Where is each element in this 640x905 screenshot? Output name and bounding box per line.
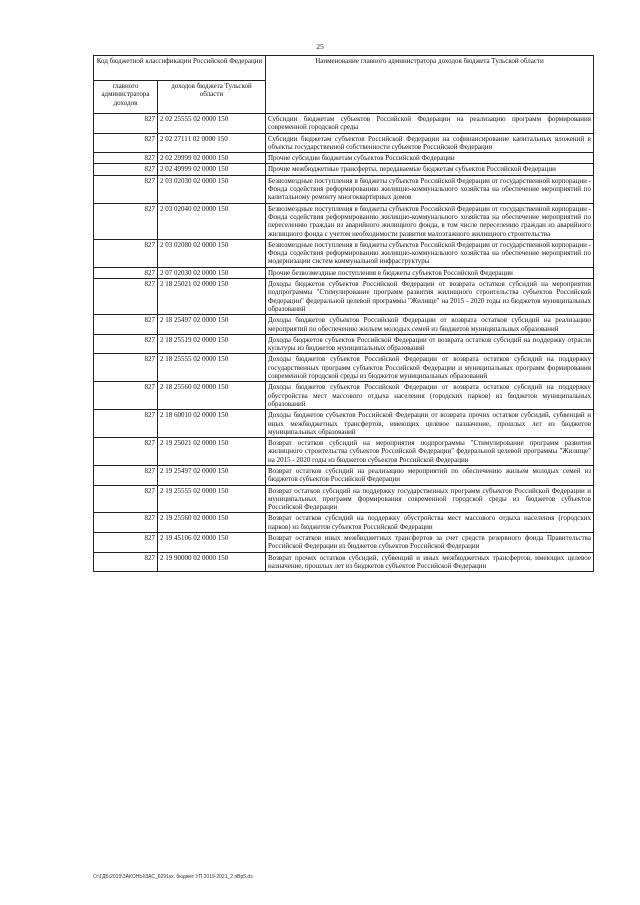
admin-code-cell: 827 [94, 438, 158, 466]
admin-code-cell: 827 [94, 133, 158, 153]
table-row [94, 164, 594, 175]
admin-code-cell: 827 [94, 382, 158, 410]
admin-code-cell: 827 [94, 175, 158, 203]
table-row [94, 465, 594, 485]
admin-code-cell: 827 [94, 164, 158, 175]
table-row [94, 239, 594, 267]
admin-code-cell: 827 [94, 552, 158, 572]
admin-code-cell: 827 [94, 267, 158, 278]
admin-code-cell: 827 [94, 279, 158, 315]
header-kbk-title: Код бюджетной классификации Российской Федерации [94, 56, 266, 81]
admin-code-cell: 827 [94, 315, 158, 335]
table-row [94, 334, 594, 354]
table-row [94, 552, 594, 572]
table-row [94, 203, 594, 239]
income-name-cell: Прочие безвозмездные поступления в бюджеты субъектов Российской Федерации [266, 267, 594, 278]
table-body [94, 114, 594, 572]
income-code-cell: 2 19 90000 02 0000 150 [158, 552, 266, 572]
table-row [94, 485, 594, 513]
income-code-cell: 2 03 02040 02 0000 150 [158, 203, 266, 239]
income-name-cell: Безвозмездные поступления в бюджеты субъектов Российской Федерации от государственной корпорации - Фонда содействия реформированию жилищно-коммунального хозяйства на обеспечение мероприятий по модернизации систем коммунальной инфраструктуры [266, 239, 594, 267]
income-code-cell: 2 07 02030 02 0000 150 [158, 267, 266, 278]
admin-code-cell: 827 [94, 334, 158, 354]
income-code-cell: 2 02 29999 02 0000 150 [158, 153, 266, 164]
income-code-cell: 2 18 25519 02 0000 150 [158, 334, 266, 354]
table-row [94, 114, 594, 134]
income-name-cell: Доходы бюджетов субъектов Российской Федерации от возврата остатков субсидий на реализацию мероприятий по обеспечению жильем молодых семей из бюджетов муниципальных образований [266, 315, 594, 335]
income-name-cell: Возврат остатков иных межбюджетных трансфертов за счет средств резервного фонда Правительства Российской Федерации из бюджетов субъектов Российской Федерации [266, 533, 594, 553]
header-income-column: доходов бюджета Тульской области [158, 81, 266, 114]
admin-code-cell: 827 [94, 513, 158, 533]
income-name-cell: Возврат остатков субсидий на поддержку государственных программ субъектов Российской Федерации и муниципальных программ формирования современной городской среды из бюджетов субъектов Российской Федерации [266, 485, 594, 513]
income-name-cell: Доходы бюджетов субъектов Российской Федерации от возврата прочих остатков субсидий, субвенций и иных межбюджетных трансфертов, имеющих целевое назначение, прошлых лет из бюджетов муниципальных образований [266, 410, 594, 438]
income-code-cell: 2 19 25021 02 0000 150 [158, 438, 266, 466]
table-row [94, 267, 594, 278]
admin-code-cell: 827 [94, 485, 158, 513]
admin-code-cell: 827 [94, 203, 158, 239]
income-code-cell: 2 18 25497 02 0000 150 [158, 315, 266, 335]
header-name-title: Наименование главного администратора доходов бюджета Тульской области [266, 56, 594, 114]
table-row [94, 533, 594, 553]
admin-code-cell: 827 [94, 114, 158, 134]
table-row [94, 279, 594, 315]
income-code-cell: 2 19 25555 02 0000 150 [158, 485, 266, 513]
income-name-cell: Субсидии бюджетам субъектов Российской Федерации на реализацию программ формирования современной городской среды [266, 114, 594, 134]
admin-code-cell: 827 [94, 410, 158, 438]
income-name-cell: Прочие субсидии бюджетам субъектов Российской Федерации [266, 153, 594, 164]
admin-code-cell: 827 [94, 354, 158, 382]
budget-classification-table [93, 55, 594, 572]
admin-code-cell: 827 [94, 533, 158, 553]
income-code-cell: 2 19 25560 02 0000 150 [158, 513, 266, 533]
income-code-cell: 2 02 49999 02 0000 150 [158, 164, 266, 175]
table-row [94, 354, 594, 382]
income-name-cell: Доходы бюджетов субъектов Российской Федерации от возврата остатков субсидий на мероприятия подпрограммы "Стимулирование программ развития жилищного строительства субъектов Российской Федерации" федеральной целевой программы "Жилище" на 2015 - 2020 годы из бюджетов муниципальных образований [266, 279, 594, 315]
income-name-cell: Возврат прочих остатков субсидий, субвенций и иных межбюджетных трансфертов, имеющих целевое назначение, прошлых лет из бюджетов субъектов Российской Федерации [266, 552, 594, 572]
income-name-cell: Субсидии бюджетам субъектов Российской Федерации на софинансирование капитальных вложений в объекты государственной собственности субъектов Российской Федерации [266, 133, 594, 153]
income-code-cell: 2 18 25555 02 0000 150 [158, 354, 266, 382]
table-row [94, 175, 594, 203]
income-name-cell: Доходы бюджетов субъектов Российской Федерации от возврата остатков субсидий на поддержку обустройства мест массового отдыха населения (городских парков) из бюджетов муниципальных образований [266, 382, 594, 410]
income-code-cell: 2 02 25555 02 0000 150 [158, 114, 266, 134]
income-code-cell: 2 18 25560 02 0000 150 [158, 382, 266, 410]
table-row [94, 133, 594, 153]
income-code-cell: 2 18 60010 02 0000 150 [158, 410, 266, 438]
income-name-cell: Доходы бюджетов субъектов Российской Федерации от возврата остатков субсидий на поддержку государственных программ субъектов Российской Федерации и муниципальных программ формирования современной городской среды из бюджетов муниципальных образований [266, 354, 594, 382]
page-number: 25 [316, 42, 324, 51]
header-admin-column: главного администратора доходов [94, 81, 158, 114]
table-row [94, 315, 594, 335]
table-row [94, 410, 594, 438]
admin-code-cell: 827 [94, 239, 158, 267]
admin-code-cell: 827 [94, 465, 158, 485]
table-row [94, 153, 594, 164]
income-code-cell: 2 02 27111 02 0000 150 [158, 133, 266, 153]
income-code-cell: 2 19 45106 02 0000 150 [158, 533, 266, 553]
income-name-cell: Доходы бюджетов субъектов Российской Федерации от возврата остатков субсидий на поддержку отрасли культуры из бюджетов муниципальных образований [266, 334, 594, 354]
income-name-cell: Возврат остатков субсидий на реализацию мероприятий по обеспечению жильем молодых семей из бюджетов субъектов Российской Федерации [266, 465, 594, 485]
income-code-cell: 2 19 25497 02 0000 150 [158, 465, 266, 485]
income-code-cell: 2 03 02030 02 0000 150 [158, 175, 266, 203]
income-code-cell: 2 18 25021 02 0000 150 [158, 279, 266, 315]
income-name-cell: Возврат остатков субсидий на мероприятия подпрограммы "Стимулирование программ развития жилищного строительства субъектов Российской Федерации" федеральной целевой программы "Жилище" на 2015 - 2020 годы из бюджетов субъектов Российской Федерации [266, 438, 594, 466]
income-name-cell: Прочие межбюджетные трансферты, передаваемые бюджетам субъектов Российской Федерации [266, 164, 594, 175]
income-code-cell: 2 03 02080 02 0000 150 [158, 239, 266, 267]
table-row [94, 382, 594, 410]
admin-code-cell: 827 [94, 153, 158, 164]
income-name-cell: Безвозмездные поступления в бюджеты субъектов Российской Федерации от государственной корпорации - Фонда содействия реформированию жилищно-коммунального хозяйства на обеспечение мероприятий по переселению граждан из аварийного жилищного фонда, в том числе переселению граждан из аварийного жилищного фонда с учетом необходимости развития малоэтажного жилищного строительства [266, 203, 594, 239]
table-row [94, 438, 594, 466]
income-name-cell: Безвозмездные поступления в бюджеты субъектов Российской Федерации от государственной корпорации - Фонда содействия реформированию жилищно-коммунального хозяйства на обеспечение мероприятий по капитальному ремонту многоквартирных домов [266, 175, 594, 203]
table-row [94, 513, 594, 533]
income-name-cell: Возврат остатков субсидий на поддержку обустройства мест массового отдыха населения (городских парков) из бюджетов субъектов Российской Федерации [266, 513, 594, 533]
footer-file-path: O:\ГДБ\2019\ЗАКОНЫ\ЗАС_6291кх. бюджет УП 2019-2021_2 пВр5.ds [93, 874, 253, 880]
